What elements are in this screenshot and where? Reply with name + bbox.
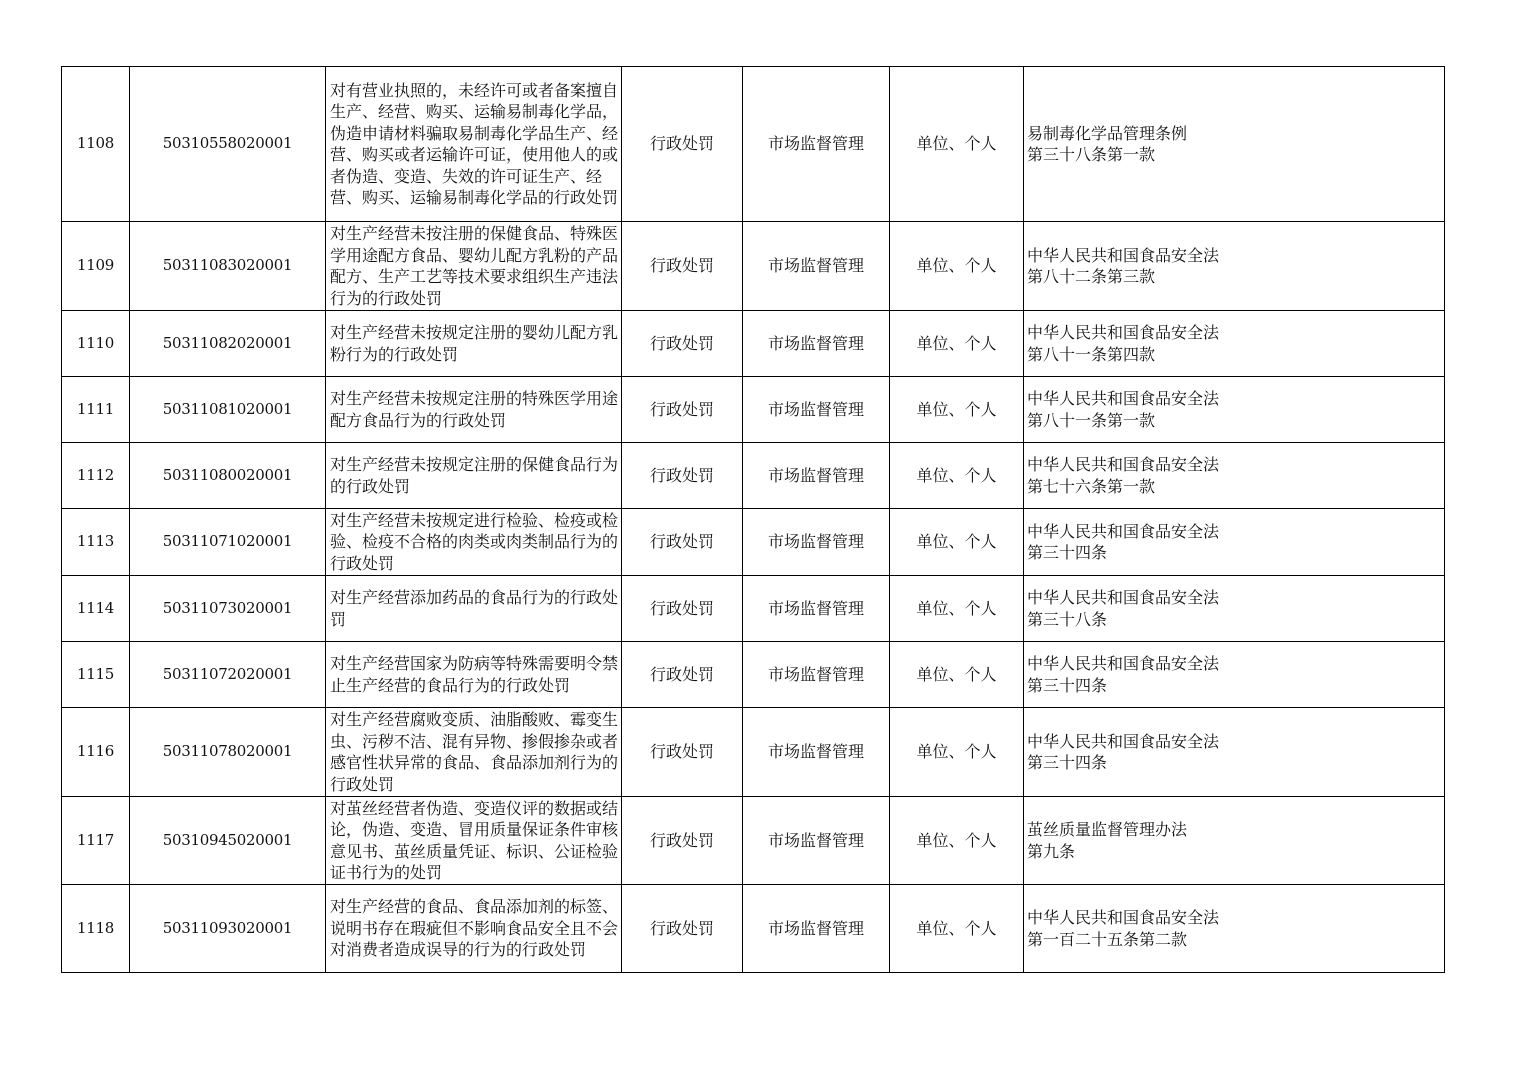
item-subject: 单位、个人 (890, 311, 1024, 377)
item-description: 对生产经营的食品、食品添加剂的标签、说明书存在瑕疵但不影响食品安全且不会对消费者造成误导的行为的行政处罚 (326, 885, 622, 973)
item-subject: 单位、个人 (890, 642, 1024, 708)
enforcement-table (61, 66, 1445, 973)
legal-basis-law: 中华人民共和国食品安全法 (1027, 245, 1220, 265)
item-description: 对生产经营未按规定注册的保健食品行为的行政处罚 (326, 443, 622, 509)
item-description: 对生产经营未按规定进行检验、检疫或检验、检疫不合格的肉类或肉类制品行为的行政处罚 (326, 509, 622, 576)
item-department: 市场监督管理 (743, 642, 890, 708)
item-code: 50311071020001 (130, 509, 326, 576)
item-description: 对生产经营国家为防病等特殊需要明令禁止生产经营的食品行为的行政处罚 (326, 642, 622, 708)
item-code: 50311080020001 (130, 443, 326, 509)
row-number: 1118 (62, 885, 130, 973)
item-subject: 单位、个人 (890, 443, 1024, 509)
legal-basis-law: 中华人民共和国食品安全法 (1027, 588, 1220, 607)
item-type: 行政处罚 (622, 797, 743, 885)
item-code: 50311078020001 (130, 708, 326, 797)
item-department: 市场监督管理 (743, 576, 890, 642)
item-type: 行政处罚 (622, 443, 743, 509)
item-code: 50311093020001 (130, 885, 326, 973)
legal-basis-article: 第七十六条第一款 (1027, 476, 1156, 496)
item-type: 行政处罚 (622, 222, 743, 311)
row-number: 1114 (62, 576, 130, 642)
item-department: 市场监督管理 (743, 377, 890, 443)
item-code: 50311073020001 (130, 576, 326, 642)
row-number: 1117 (62, 797, 130, 885)
item-subject: 单位、个人 (890, 222, 1024, 311)
item-department: 市场监督管理 (743, 311, 890, 377)
item-department: 市场监督管理 (743, 67, 890, 222)
item-department: 市场监督管理 (743, 797, 890, 885)
table-row (62, 708, 1445, 797)
item-legal-basis (1024, 642, 1445, 708)
table-row (62, 576, 1445, 642)
item-type: 行政处罚 (622, 642, 743, 708)
legal-basis-law: 中华人民共和国食品安全法 (1027, 908, 1220, 927)
item-description: 对有营业执照的，未经许可或者备案擅自生产、经营、购买、运输易制毒化学品，伪造申请材料骗取易制毒化学品生产、经营、购买或者运输许可证，使用他人的或者伪造、变造、失效的许可证生产、经营、购买、运输易制毒化学品的行政处罚 (326, 67, 622, 222)
row-number: 1116 (62, 708, 130, 797)
item-type: 行政处罚 (622, 576, 743, 642)
item-subject: 单位、个人 (890, 377, 1024, 443)
legal-basis-article: 第三十八条 (1027, 609, 1108, 629)
item-department: 市场监督管理 (743, 222, 890, 311)
item-type: 行政处罚 (622, 311, 743, 377)
item-description: 对生产经营未按注册的保健食品、特殊医学用途配方食品、婴幼儿配方乳粉的产品配方、生产工艺等技术要求组织生产违法行为的行政处罚 (326, 222, 622, 311)
item-code: 50311083020001 (130, 222, 326, 311)
legal-basis-article: 第三十四条 (1027, 543, 1108, 562)
legal-basis-law: 中华人民共和国食品安全法 (1027, 323, 1220, 342)
legal-basis-article: 第一百二十五条第二款 (1027, 929, 1188, 949)
row-number: 1109 (62, 222, 130, 311)
legal-basis-article: 第三十八条第一款 (1027, 145, 1156, 164)
item-type: 行政处罚 (622, 708, 743, 797)
row-number: 1108 (62, 67, 130, 222)
item-subject: 单位、个人 (890, 67, 1024, 222)
table-row (62, 797, 1445, 885)
item-description: 对生产经营未按规定注册的婴幼儿配方乳粉行为的行政处罚 (326, 311, 622, 377)
item-type: 行政处罚 (622, 67, 743, 222)
legal-basis-law: 易制毒化学品管理条例 (1027, 123, 1188, 143)
table-row (62, 642, 1445, 708)
legal-basis-article: 第八十二条第三款 (1027, 267, 1156, 286)
item-legal-basis (1024, 797, 1445, 885)
item-subject: 单位、个人 (890, 509, 1024, 576)
row-number: 1115 (62, 642, 130, 708)
table-row (62, 67, 1445, 222)
legal-basis-law: 中华人民共和国食品安全法 (1027, 521, 1220, 541)
item-department: 市场监督管理 (743, 509, 890, 576)
table-row (62, 377, 1445, 443)
legal-basis-article: 第三十四条 (1027, 753, 1108, 772)
table-row (62, 222, 1445, 311)
item-description: 对生产经营腐败变质、油脂酸败、霉变生虫、污秽不洁、混有异物、掺假掺杂或者感官性状异常的食品、食品添加剂行为的行政处罚 (326, 708, 622, 797)
item-description: 对生产经营未按规定注册的特殊医学用途配方食品行为的行政处罚 (326, 377, 622, 443)
table-row (62, 443, 1445, 509)
legal-basis-article: 第八十一条第四款 (1027, 344, 1156, 364)
item-type: 行政处罚 (622, 377, 743, 443)
item-code: 50311072020001 (130, 642, 326, 708)
row-number: 1111 (62, 377, 130, 443)
legal-basis-law: 中华人民共和国食品安全法 (1027, 455, 1220, 474)
item-department: 市场监督管理 (743, 885, 890, 973)
legal-basis-article: 第九条 (1027, 841, 1076, 861)
item-legal-basis (1024, 377, 1445, 443)
item-subject: 单位、个人 (890, 708, 1024, 797)
item-description: 对生产经营添加药品的食品行为的行政处罚 (326, 576, 622, 642)
item-subject: 单位、个人 (890, 797, 1024, 885)
item-code: 50310945020001 (130, 797, 326, 885)
table-row (62, 509, 1445, 576)
item-legal-basis (1024, 311, 1445, 377)
item-type: 行政处罚 (622, 509, 743, 576)
item-legal-basis (1024, 67, 1445, 222)
legal-basis-law: 中华人民共和国食品安全法 (1027, 731, 1220, 751)
item-legal-basis (1024, 443, 1445, 509)
table-body (62, 67, 1445, 973)
item-subject: 单位、个人 (890, 576, 1024, 642)
table-row (62, 885, 1445, 973)
item-code: 50310558020001 (130, 67, 326, 222)
item-legal-basis (1024, 222, 1445, 311)
legal-basis-article: 第八十一条第一款 (1027, 410, 1156, 430)
item-department: 市场监督管理 (743, 708, 890, 797)
item-subject: 单位、个人 (890, 885, 1024, 973)
legal-basis-law: 中华人民共和国食品安全法 (1027, 389, 1220, 408)
item-type: 行政处罚 (622, 885, 743, 973)
item-description: 对茧丝经营者伪造、变造仪评的数据或结论，伪造、变造、冒用质量保证条件审核意见书、茧丝质量凭证、标识、公证检验证书行为的处罚 (326, 797, 622, 885)
item-legal-basis (1024, 708, 1445, 797)
legal-basis-law: 茧丝质量监督管理办法 (1027, 820, 1188, 839)
legal-basis-article: 第三十四条 (1027, 675, 1108, 695)
item-legal-basis (1024, 509, 1445, 576)
item-legal-basis (1024, 576, 1445, 642)
row-number: 1110 (62, 311, 130, 377)
legal-basis-law: 中华人民共和国食品安全法 (1027, 654, 1220, 673)
row-number: 1113 (62, 509, 130, 576)
item-code: 50311081020001 (130, 377, 326, 443)
item-department: 市场监督管理 (743, 443, 890, 509)
item-legal-basis (1024, 885, 1445, 973)
row-number: 1112 (62, 443, 130, 509)
item-code: 50311082020001 (130, 311, 326, 377)
table-row (62, 311, 1445, 377)
